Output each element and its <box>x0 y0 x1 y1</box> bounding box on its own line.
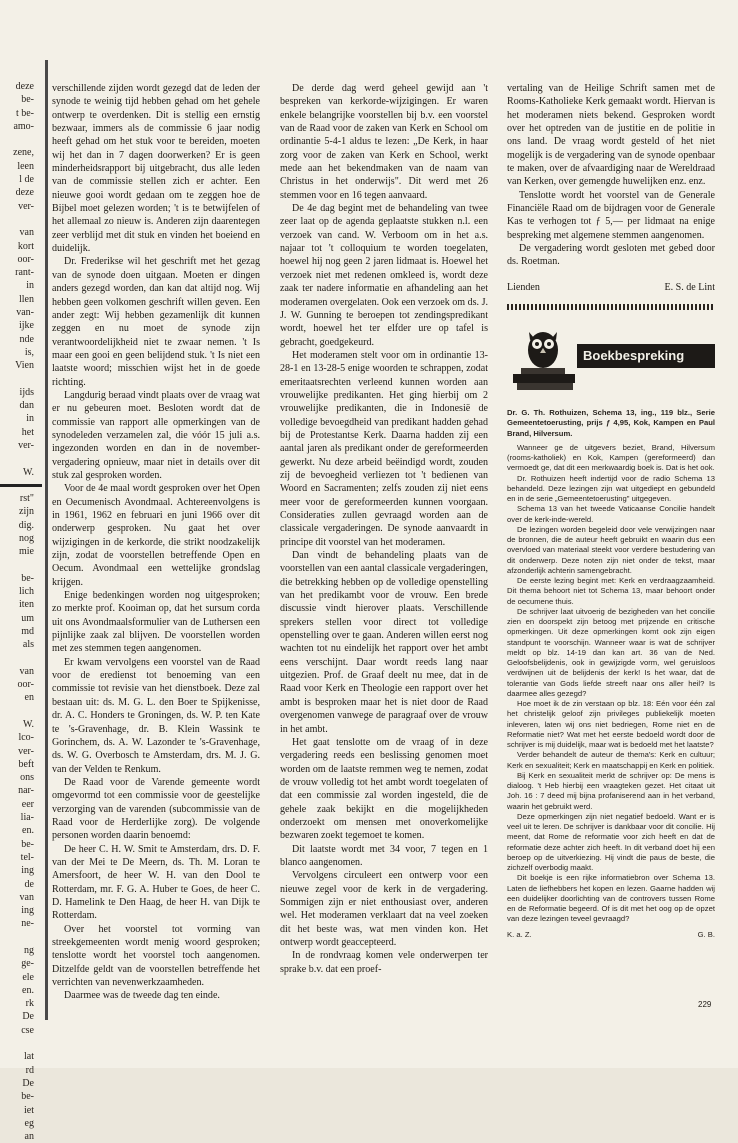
gutter-fragment: eer <box>21 798 34 810</box>
gutter-fragment: is, <box>24 346 34 358</box>
gutter-fragment: zene, <box>13 147 34 159</box>
gutter-fragment: ne- <box>21 918 34 930</box>
gutter-fragment: nde <box>19 333 34 345</box>
gutter-fragment: lco- <box>18 732 34 744</box>
gutter-fragment: lich <box>19 585 34 597</box>
gutter-fragment: zijn <box>19 506 34 518</box>
gutter-fragment: als <box>22 639 34 651</box>
review-paragraph: Dr. Rothuizen heeft indertijd voor de radio Schema 13 behandeld. Deze lezingen zijn wat uitgediept en gebundeld en in de serie „Gemeentetoerusting" uitgegeven. <box>507 473 715 504</box>
gutter-fragment: ing <box>21 865 34 877</box>
book-review-title: Boekbespreking <box>577 344 715 368</box>
gutter-fragment: in <box>26 413 34 425</box>
book-review-header <box>507 318 715 400</box>
gutter-fragment: van <box>19 227 34 239</box>
gutter-fragment: ijke <box>19 320 34 332</box>
gutter-fragment: be- <box>21 94 34 106</box>
gutter-fragment: be- <box>21 1091 34 1103</box>
gutter-fragment: lia- <box>20 812 34 824</box>
gutter-fragment: van- <box>16 307 34 319</box>
gutter-fragment: van <box>19 665 34 677</box>
review-paragraph: Wanneer ge de uitgevers beziet, Brand, Hilversum (rooms-katholiek) en Kok, Kampen (gereformeerd) dan vermoedt ge, dat dit een merkwaardig boek is. Dat is het ook. <box>507 442 715 473</box>
article-paragraph: Enige bedenkingen worden nog uitgesproken; zo merkte prof. Kooiman op, dat het sursum corda uit ons Avondmaalsformulier van de Luthersen een pijnlijke zaak zal blijven. De voorstellen worden met zes stemmen tegen aangenomen. <box>52 590 260 655</box>
gutter-fragment: ver- <box>18 200 34 212</box>
article-paragraph: In de rondvraag komen vele onderwerpen ter sprake b.v. dat een proef- <box>280 950 488 975</box>
gutter-fragment: eg <box>24 1117 34 1129</box>
review-paragraph: De lezingen worden begeleid door vele verwijzingen naar de bronnen, die de auteur heeft gebruikt en waarin dus een overvloed van materiaal steekt voor verdere bestudering van dit onderwerp. Deze noten zijn niet onder de tekst, maar afzonderlijk achterin samengebracht. <box>507 524 715 575</box>
article-paragraph: De 4e dag begint met de behandeling van twee zeer laat op de agenda geplaatste stukken n.l. een verzoek van cand. W. Verboom om in het a.s. najaar tot 't colloquium te worden toegelaten, hoewel hij nog geen 2 jaren lidmaat is. Hoewel het verzoek niet met redenen omkleed is, wordt deze zaak ter nadere informatie en afhandeling aan het moderamen overgelaten. Ook een verzoek om ds. J. J. W. Gunning te beroepen tot zendingspredikant wordt, hoewel het ter elfder ure op tafel is gebracht, goedgekeurd. <box>280 203 488 348</box>
gutter-fragment: het <box>21 426 34 438</box>
article-paragraph: Het moderamen stelt voor om in ordinantie 13-28-1 en 13-28-5 enige woorden te schrappen, zodat emeritaatsrechten verleend kunnen worden aan vrouwelijke predikanten. Het ging hierbij om 2 vrouwelijke predikanten, die in Indonesië de volledige bevoegdheid van predikant hadden gehad bij de Protestantse Kerk. Daarna hadden zij een aantal jaren als predikant onder de gereformeerden gewerkt. Nu deze arbeid beëindigd wordt, zouden zij de bevoegheid verliezen tot 't bedienen van Woord en Sacramenten; zelfs zouden zij niet eens meer voor de gereformeerden kunnen voorgaan. Consideraties zullen gevraagd worden aan de classicale vergaderingen. De synode aanvaardt in principe dit voorstel van het moderamen. <box>280 349 488 548</box>
gutter-fragment: ijds <box>19 386 34 398</box>
review-left-signature: K. a. Z. <box>507 929 532 939</box>
article-paragraph: Het gaat tenslotte om de vraag of in deze vergadering reeds een beslissing genomen moet worden om de laatste remmen weg te nemen, zodat de vrouw volledig tot het ambt wordt toegelaten of dat een commissie zal worden ingesteld, die de gehele zaak bekijkt en die mogelijkheden onderzoekt om mensen met onoverkomelijke bezwaren zoekt tegemoet te komen. <box>280 736 488 842</box>
gutter-fragment: beft <box>18 758 34 770</box>
gutter-fragment: van <box>19 891 34 903</box>
gutter-fragment: um <box>21 612 34 624</box>
gutter-fragment: ge- <box>21 958 34 970</box>
gutter-fragment <box>0 133 40 146</box>
gutter-fragment: en. <box>22 984 34 996</box>
gutter-fragment: md <box>21 625 34 637</box>
article-signature <box>507 281 715 294</box>
section-divider <box>507 304 715 310</box>
gutter-fragment: nog <box>19 532 34 544</box>
article-paragraph: De Raad voor de Varende gemeente wordt omgevormd tot een commissie voor de geestelijke verzorging van de varenden (subcommissie van de Raad voor de Herderlijke zorg). De volgende personen worden daarin benoemd: <box>52 776 260 842</box>
book-review-body <box>507 443 715 925</box>
gutter-fragment: deze <box>15 187 34 199</box>
review-signatures <box>507 930 715 940</box>
gutter-fragment <box>0 931 40 944</box>
review-right-signature: G. B. <box>697 929 715 939</box>
gutter-fragment: De <box>22 1011 34 1023</box>
gutter-fragment <box>0 452 40 465</box>
gutter-fragment: tel- <box>20 851 34 863</box>
article-paragraph: Vervolgens circuleert een ontwerp voor een nieuwe zegel voor de kerk in de vergadering. Sommigen zijn er niet enthousiast over, anderen wel. Het moderamen verklaart dat na veel zoeken dit het beste was, wat men vinden kon. Het ontwerp wordt geaccepteerd. <box>280 870 488 948</box>
gutter-fragment: en <box>24 692 34 704</box>
review-paragraph: De eerste lezing begint met: Kerk en verdraagzaamheid. Dit thema behoort niet tot Schema 13, maar behoort onder de oecumene thuis. <box>507 576 715 606</box>
book-bibliography: Dr. G. Th. Rothuizen, Schema 13, ing., 119 blz., Serie Gemeentetoerusting, prijs ƒ 4,95, Kok, Kampen en Paul Brand, Hilversum. <box>507 408 715 438</box>
gutter-fragment: De <box>22 1077 34 1089</box>
gutter-fragment: llen <box>19 293 34 305</box>
article-paragraph: Dr. Frederikse wil het geschrift met het gezag van de synode doen uitgaan. Moeten er dingen anders gezegd worden, dan kan dat altijd nog. Wij hebben geen volkomen geschrift willen geven. Een ander zegt: Wij hebben gezamenlijk dit kunnen zeggen en nu moet de synode zijn verantwoordelijkheid niet te zwaar nemen. 't Is maar een gooi en geen belijdend stuk. 't Is niet een laatste woord; misschien wijst het in de goede richting. <box>52 256 260 388</box>
gutter-fragment: deze <box>15 81 34 92</box>
gutter-fragment: ng <box>24 945 34 956</box>
gutter-fragment <box>0 705 40 718</box>
article-column-2 <box>280 82 488 976</box>
gutter-fragment: t be- <box>15 107 34 119</box>
gutter-fragment <box>0 1037 40 1050</box>
review-paragraph: Bij Kerk en sexualiteit merkt de schrijver op: De mens is dialoog. 't Heb hierbij een vraagteken gezet. Het citaat uit Joh. 16 : 7 deed mij bijna profaniserend aan in het verband, waarin het gebruikt werd. <box>507 770 715 811</box>
gutter-fragment: ver- <box>18 440 34 452</box>
gutter-fragment <box>0 213 40 226</box>
article-column-1 <box>52 82 260 1003</box>
gutter-fragment: in <box>26 280 34 292</box>
review-paragraph: Hoe moet ik de zin verstaan op blz. 18: Eén voor één zal het christelijk geloof zijn privileges publiekelijk moeten inleveren, laten wij ons niet bedriegen, Rome niet en de Reformatie niet? Wat met het eerste bedoeld wordt door de schrijver is mij duidelijk, maar wat is bedoeld met het laatste? <box>507 699 715 750</box>
gutter-fragment: en. <box>22 825 34 837</box>
gutter-fragment: ons <box>20 772 34 784</box>
article-paragraph: Langdurig beraad vindt plaats over de vraag wat er nu gebeuren moet. Besloten wordt dat de commissie van rapport alle opmerkingen van de synodeleden verzamelen zal, die vóór 15 juli a.s. ingezonden worden en dan in de november-vergadering opnieuw, maar niet in details over dit stuk zal gesproken worden. <box>52 389 260 481</box>
gutter-fragment: oor- <box>17 679 34 691</box>
gutter-fragment: ele <box>22 971 34 983</box>
gutter-fragment <box>0 651 40 664</box>
gutter-fragment: iet <box>24 1104 34 1116</box>
article-paragraph: Voor de 4e maal wordt gesproken over het Open en Oecumenisch Avondmaal. Achtereenvolgens is in 1961, 1962 en februari en juni 1966 over dit onderwerp gesproken. Nu gaat het over wijzigingen in de kerkorde, die strikt noodzakelijk zijn, zodat de voorstellen betreffende Open en Oecum. Avondmaal een wettelijke grondslag krijgen. <box>52 483 260 588</box>
article-column-3-body <box>507 82 715 269</box>
gutter-fragment: iten <box>19 599 34 611</box>
gutter-fragment: ver- <box>18 745 34 757</box>
review-paragraph: De schrijver laat uitvoerig de bezigheden van het concilie zien en doorspekt zijn betoog met prijzende en critische opmerkingen. Uit deze opmerkingen komt ook zijn eigen standpunt te voorschijn. Wanneer waar is wat de schrijver meldt op blz. 14-19 dan kan art. 36 van de Ned. Geloofsbelijdenis, ook in gewijzigde vorm, wel geruisloos verdwijnen uit de belijdenis der kerk! Is het waar, dat de tolerantie van Gods liefde streeft naar ons aller heil? Is daarmee alles gezegd? <box>507 606 715 698</box>
article-paragraph: Er kwam vervolgens een voorstel van de Raad voor de eredienst tot benoeming van een commissie tot revisie van het dienstboek. Deze zal bestaan uit: ds. M. G. L. den Boer te Spijkenisse, dr. A. C. Honders te Groningen, ds. W. P. ten Kate te 's-Gravenhage, dr. B. Klein Wassink te Gorinchem, ds. A. W. Lazonder te 's-Gravenhage, ds. W. G. Overbosch te Amsterdam, drs. M. J. G. van der Velden te Renkum. <box>52 656 260 775</box>
gutter-fragment: rd <box>25 1064 34 1076</box>
gutter-fragment: l de <box>19 174 34 186</box>
article-paragraph: Dit laatste wordt met 34 voor, 7 tegen en 1 blanco aangenomen. <box>280 843 488 868</box>
article-column-3 <box>507 82 715 940</box>
article-paragraph: De derde dag werd geheel gewijd aan 't bespreken van kerkorde-wijzigingen. Er waren enkele belangrijke voorstellen bij b.v. een voorstel van de Raad voor de zaken van Kerk en School om ordinantie 5-4-1 aldus te lezen: „De Kerk, in haar zorg voor de zaken van Kerk en School, werkt mede aan het bekendmaken van de naam van Christus in het onderwijs". Dit werd met 26 stemmen voor en 16 tegen aanvaard. <box>280 83 488 201</box>
review-paragraph: Dit boekje is een rijke informatiebron over Schema 13. Laten de liefhebbers het kopen en lezen. Gaarne hadden wij een duidelijker doorlichting van de controvers tussen Rome en de Reformatie begeerd. Of is dit met het oog op de opzet van deze lezingen teveel gevraagd? <box>507 873 715 924</box>
gutter-fragment: be- <box>21 572 34 584</box>
gutter-fragment: Vien <box>15 360 34 372</box>
page-number: 229 <box>698 1000 712 1009</box>
article-paragraph: Tenslotte wordt het voorstel van de Generale Financiële Raad om de bijdragen voor de Generale Kas te verhogen tot ƒ 5,— per lidmaat na enige bespreking met algemene stemmen aangenomen. <box>507 189 715 241</box>
signature-author: E. S. de Lint <box>664 281 715 293</box>
gutter-fragment: an <box>24 1131 34 1143</box>
gutter-fragment: amo- <box>13 120 34 132</box>
gutter-fragment <box>0 558 40 571</box>
gutter-fragment <box>0 373 40 386</box>
gutter-fragment: dan <box>19 400 34 412</box>
gutter-fragment: mie <box>19 546 34 558</box>
article-paragraph: Dan vindt de behandeling plaats van de voorstellen van een aantal classicale vergaderingen, die betrekking hebben op de volledige openstelling van het predikambt voor de vrouw. Een brede discussie vindt hierover plaats. Verschillende sprekers stellen voor direct tot volledige openstelling over te gaan. Anderen willen eerst nog wachten tot nu eindelijk het rapport over het ambt eens verschijnt. Daar wordt reeds lang naar uitgezien. Prof. de Graaf deelt nu mee, dat in de Raad voor Kerk en Theologie een rapport over het ambt is besproken maar het is niet door de Raad overgenomen vanwege de paragraaf over de vrouw in het ambt. <box>280 550 488 735</box>
gutter-fragment: rk <box>25 998 34 1010</box>
article-paragraph: vertaling van de Heilige Schrift samen met de Rooms-Katholieke Kerk gemaakt wordt. Hiervan is het moderamen niets bekend. Gesproken wordt over het optreden van de justitie en de politie in ons land. De vraag wordt gesteld of het niet mogelijk is de vergadering van de synode openbaar te maken, over de afvaardiging naar de Wereldraad van Kerken, over gemengde huwelijken enz. enz. <box>507 83 715 188</box>
gutter-fragment: W. <box>22 718 34 730</box>
article-paragraph: verschillende zijden wordt gezegd dat de leden der synode te weinig tijd hebben gehad om het gehele ontwerp te overdenken. Dit is stellig een ernstig bezwaar, immers als de commissie 6 jaar nodig heeft gehad om het stuk voor te bereiden, moeten wij het dan in 7 dagen doorwerken? Er is geen minderheidsrapport bij uitgebracht, dus alle leden van de commissie stellen zich er achter. Een nieuwe gooi wordt gedaan om te zeggen hoe de Bijbel moet gelezen worden; 't is te betwijfelen of het allemaal zo nieuw is. Anderen zijn daarentegen zeer verblijd met dit stuk en vinden het boeiend en duidelijk. <box>52 83 260 255</box>
adjacent-page-fragments <box>0 80 40 1143</box>
review-paragraph: Verder behandelt de auteur de thema's: Kerk en cultuur; Kerk en sexualiteit; Kerk en maatschappij en Kerk en politiek. <box>507 750 715 770</box>
book-review <box>507 408 715 940</box>
article-paragraph: Over het voorstel tot vorming van streekgemeenten wordt menig woord gesproken; tenslotte wordt het voorstel toch aangenomen. Ditzelfde geldt van de voorstellen betreffende het verrichten van nevenwerkzaamheden. <box>52 923 260 989</box>
page-fold-rule <box>45 60 48 1020</box>
gutter-fragment: W. <box>22 466 34 478</box>
gutter-fragment: rant- <box>15 267 34 279</box>
gutter-fragment: oor- <box>17 253 34 265</box>
gutter-rule <box>0 484 42 487</box>
gutter-fragment: lat <box>24 1051 34 1063</box>
gutter-fragment: cse <box>21 1024 34 1036</box>
gutter-fragment: leen <box>17 160 34 172</box>
gutter-fragment: be- <box>21 838 34 850</box>
review-paragraph: Deze opmerkingen zijn niet negatief bedoeld. Want er is veel uit te leren. De schrijver is dankbaar voor dit concilie. Hij meent, dat Rome de reformatie voor zich heeft en dat de reformatie deze achter zich heeft. In dit verband doet hij een beroep op de uitverkiezing. Hij vindt die paus de beste, die zichzelf overbodig maakt. <box>507 811 715 873</box>
article-paragraph: De vergadering wordt gesloten met gebed door ds. Roetman. <box>507 243 715 268</box>
signature-place: Lienden <box>507 281 540 293</box>
gutter-fragment: de <box>24 878 34 890</box>
gutter-fragment: nar- <box>18 785 34 797</box>
gutter-fragment: ing <box>21 905 34 917</box>
gutter-fragment: kort <box>17 240 34 252</box>
review-paragraph: Schema 13 van het tweede Vaticaanse Concilie handelt over de kerk-inde-wereld. <box>507 504 715 524</box>
gutter-fragment: dig. <box>18 519 34 531</box>
gutter-fragment: rst" <box>19 492 34 504</box>
owl-on-books-icon <box>507 318 587 398</box>
article-paragraph: De heer C. H. W. Smit te Amsterdam, drs. D. F. van der Mei te De Meern, ds. Th. M. Loran te Amersfoort, de heer W. H. van den Dool te Rotterdam, mr. F. G. A. Huber te Goes, de heer C. D. Hamelink te Den Haag, de heer H. van Dijk te Rotterdam. <box>52 843 260 922</box>
article-paragraph: Daarmee was de tweede dag ten einde. <box>64 990 220 1002</box>
